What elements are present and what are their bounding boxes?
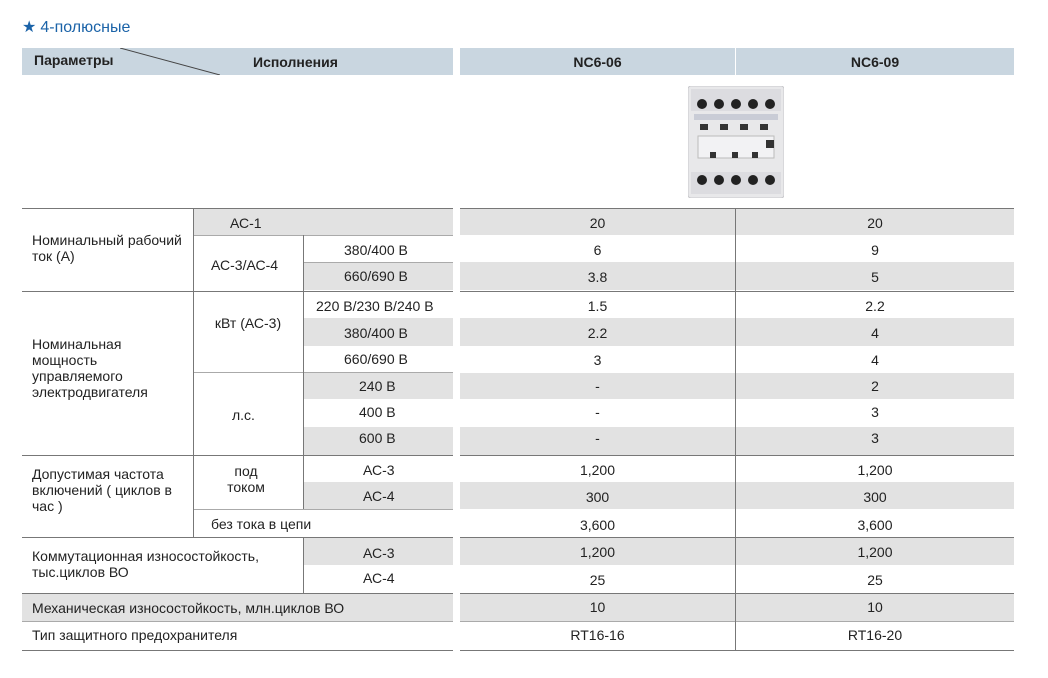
under-current-label: под током [227,463,265,495]
value-cell: 20 [589,215,606,231]
rule-v [303,235,304,291]
kw-label: кВт (АС-3) [214,315,282,331]
value-cell: 1,200 [857,462,893,478]
rule [460,208,1014,209]
rule [303,262,453,263]
rule [22,621,453,622]
value-cell: 1,200 [857,544,893,560]
power-380-label: 380/400 В [344,325,408,341]
value-cell: 3.8 [587,269,608,285]
rule [22,537,453,538]
value-cell: 3 [593,352,602,368]
value-cell: 1,200 [579,462,616,478]
freq-ac4-label: АС-4 [363,488,395,504]
power-240-label: 240 В [359,378,396,394]
rule [22,455,453,456]
no-current-label: без тока в цепи [211,516,312,532]
value-cell: - [595,430,600,446]
value-cell: 3,600 [579,517,616,533]
star-icon: ★ [22,19,37,36]
rule [460,593,1014,594]
power-220-label: 220 В/230 В/240 В [316,298,434,314]
rule [193,235,453,236]
ac3ac4-label: АС-3/АС-4 [211,257,279,273]
value-cell: 2.2 [865,298,885,314]
header-versions: Исполнения [253,54,338,70]
value-cell: 2.2 [587,325,608,341]
value-cell: 25 [867,572,883,588]
value-cell: 10 [867,599,883,615]
current-label: Номинальный рабочий ток (А) [32,232,182,264]
value-cell: 4 [871,325,879,341]
header-diagonal [120,48,220,75]
contactor-product-image [688,86,784,198]
rule [460,650,1014,651]
current-380-label: 380/400 В [344,242,408,258]
value-cell: 2 [871,378,879,394]
value-cell: 3,600 [857,517,893,533]
rule-v [303,291,304,509]
value-cell: 10 [589,599,606,615]
ac1-label: АС-1 [230,215,262,231]
freq-label: Допустимая частота включений ( циклов в час ) [32,466,172,514]
value-cell: RT16-20 [847,627,903,643]
value-cell: 1,200 [579,544,616,560]
mechanical-label: Механическая износостойкость, млн.циклов ВО [32,600,345,616]
rule [193,509,453,510]
switching-label: Коммутационная износостойкость, тыс.циклов ВО [32,548,259,580]
current-660-label: 660/690 В [344,268,408,284]
rule [22,291,453,292]
value-cell: - [595,404,600,420]
sw-ac3-label: АС-3 [363,545,395,561]
rule [460,537,1014,538]
hp-label: л.с. [232,407,255,423]
rule [193,372,453,373]
value-cell: 3 [871,404,879,420]
section-title-text: 4-полюсные [40,19,131,36]
power-label: Номинальная мощность управляемого электродвигателя [32,336,148,400]
value-cell: 20 [867,215,883,231]
value-cell: 3 [871,430,879,446]
rule [22,650,453,651]
header-col-nc6-06: NC6-06 [573,54,622,70]
rule [22,593,453,594]
rule [22,208,453,209]
value-cell: 300 [585,489,610,505]
power-400-label: 400 В [359,404,396,420]
rule-v [303,537,304,593]
fuse-label: Тип защитного предохранителя [32,627,238,643]
value-cell: 6 [593,242,602,258]
freq-ac3-label: АС-3 [363,462,395,478]
header-params: Параметры [34,52,114,68]
sw-ac4-label: АС-4 [363,570,395,586]
header-col-nc6-09: NC6-09 [850,54,900,70]
section-title [22,17,130,37]
value-cell: 300 [863,489,887,505]
value-cell: - [595,378,600,394]
power-660-label: 660/690 В [344,351,408,367]
value-cell: RT16-16 [570,627,625,643]
rule [460,621,1014,622]
power-600-label: 600 В [359,430,396,446]
value-cell: 25 [589,572,606,588]
rule [460,291,1014,292]
value-cell: 4 [871,352,879,368]
rule [460,455,1014,456]
rule-v [193,208,194,538]
value-cell: 9 [871,242,879,258]
value-cell: 5 [871,269,879,285]
value-cell: 1.5 [587,298,608,314]
